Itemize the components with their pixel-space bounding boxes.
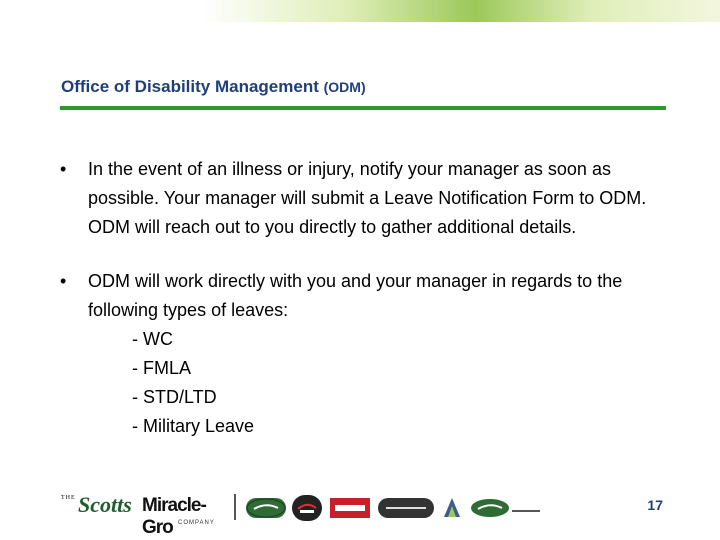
hyponex-logo bbox=[440, 495, 464, 521]
logo-miracle-gro: Miracle-Gro bbox=[142, 495, 206, 538]
slide-title-abbr: (ODM) bbox=[323, 79, 366, 95]
page-number: 17 bbox=[647, 497, 663, 513]
logo-divider bbox=[234, 494, 236, 520]
ortho-logo bbox=[330, 498, 370, 518]
smith-hawken-logo bbox=[378, 498, 434, 518]
bullet-text: ODM will work directly with you and your manager in regards to the following types of leaves: bbox=[88, 271, 623, 320]
slide-title bbox=[61, 77, 366, 97]
logo-company: COMPANY bbox=[178, 520, 215, 526]
logo-the: THE bbox=[61, 495, 76, 501]
leave-type-item: - STD/LTD bbox=[132, 387, 217, 407]
miracle-gro-badge-logo bbox=[292, 495, 322, 521]
bullet-item bbox=[60, 155, 670, 242]
top-gradient-band bbox=[0, 0, 720, 22]
leave-type-item: - Military Leave bbox=[132, 416, 255, 436]
bullet-item bbox=[60, 267, 670, 441]
logo-scotts: Scotts bbox=[78, 492, 132, 517]
scotts-miracle-gro-logo bbox=[58, 492, 228, 538]
scotts-oval-logo bbox=[246, 498, 286, 518]
bullet-text: In the event of an illness or injury, notify your manager as soon as possible. Your manager will submit a Leave Notification Form to ODM. ODM will reach out to you directly to gather additional details. bbox=[88, 159, 647, 237]
leave-types-list bbox=[88, 325, 670, 441]
leave-type-item: - WC bbox=[132, 329, 173, 349]
scotts-lawnservice-logo bbox=[470, 498, 542, 518]
leave-type-item: - FMLA bbox=[132, 358, 192, 378]
title-underline bbox=[60, 106, 666, 110]
bullet-list bbox=[60, 155, 670, 441]
slide-title-text: Office of Disability Management bbox=[61, 77, 319, 96]
bullet-dot: • bbox=[60, 271, 67, 291]
bullet-dot: • bbox=[60, 159, 67, 179]
footer-logos bbox=[0, 480, 720, 540]
